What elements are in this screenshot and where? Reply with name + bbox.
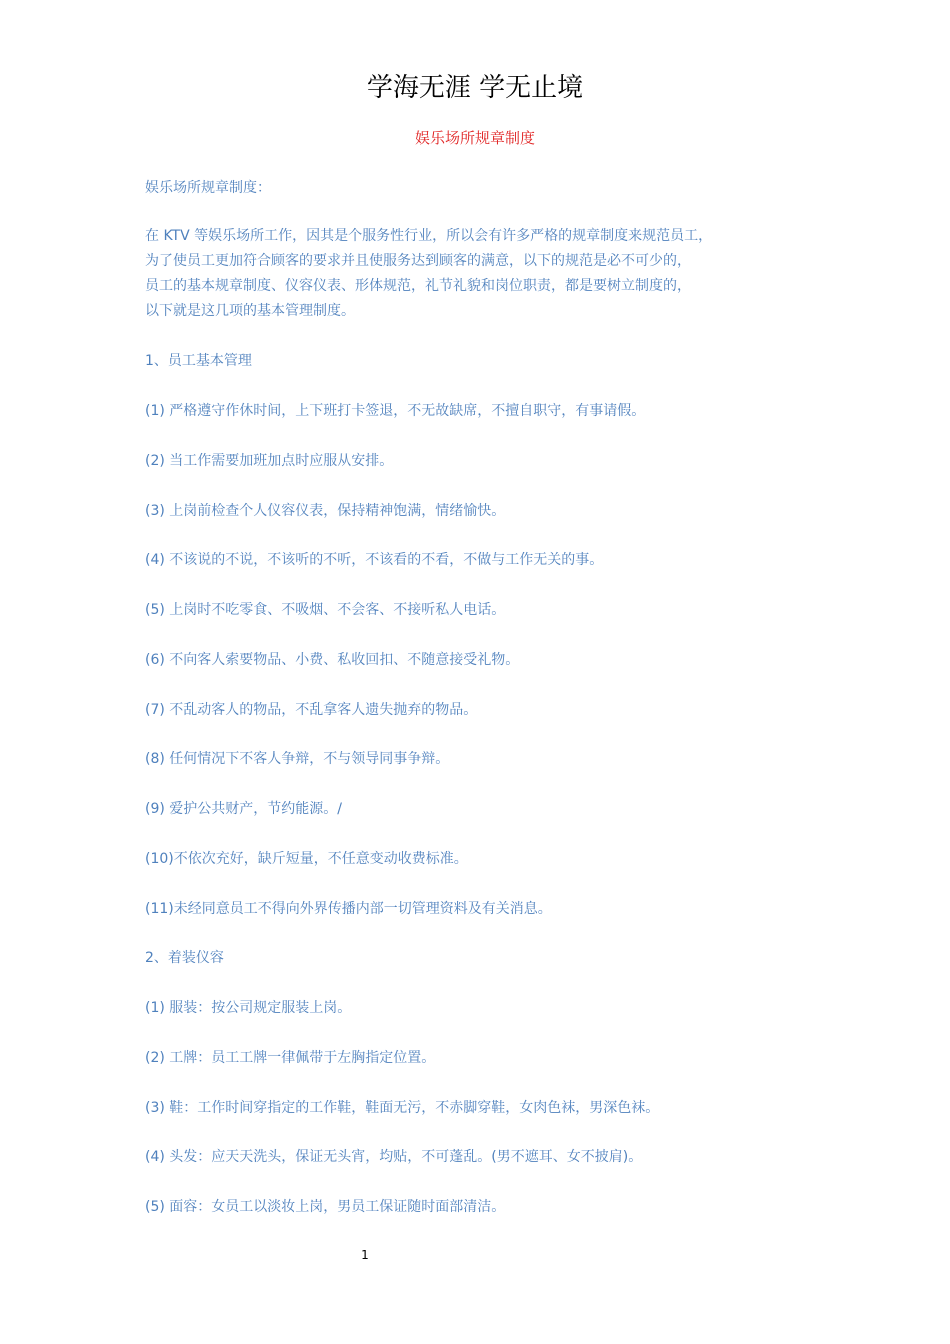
- section-2-item: (2) 工牌：员工工牌一律佩带于左胸指定位置。: [145, 1050, 436, 1066]
- section-1-item: (4) 不该说的不说，不该听的不听，不该看的不看，不做与工作无关的事。: [145, 552, 604, 568]
- document-subtitle: 娱乐场所规章制度：: [145, 180, 271, 196]
- section-1-item: (3) 上岗前检查个人仪容仪表，保持精神饱满，情绪愉快。: [145, 503, 506, 519]
- section-2-item: (4) 头发：应天天洗头，保证无头宵，均贴，不可蓬乱。(男不遮耳、女不披肩)。: [145, 1149, 643, 1165]
- section-1-item: (5) 上岗时不吃零食、不吸烟、不会客、不接听私人电话。: [145, 602, 506, 618]
- page-number: 1: [361, 1248, 369, 1262]
- section-1-item: (1) 严格遵守作休时间，上下班打卡签退，不无故缺席，不擅自职守，有事请假。: [145, 403, 646, 419]
- section-2-item: (1) 服装：按公司规定服装上岗。: [145, 1000, 352, 1016]
- intro-line: 以下就是这几项的基本管理制度。: [145, 303, 355, 319]
- section-1-item: (9) 爱护公共财产，节约能源。/: [145, 801, 342, 817]
- section-1-item: (2) 当工作需要加班加点时应服从安排。: [145, 453, 394, 469]
- intro-line: 为了使员工更加符合顾客的要求并且使服务达到顾客的满意，以下的规范是必不可少的，: [145, 253, 691, 269]
- intro-paragraph: [145, 224, 825, 324]
- section-1-item: (6) 不向客人索要物品、小费、私收回扣、不随意接受礼物。: [145, 652, 520, 668]
- document-title: 娱乐场所规章制度: [414, 129, 535, 147]
- section-1-heading: 1、员工基本管理: [145, 353, 252, 369]
- section-2-heading: 2、着装仪容: [145, 950, 224, 966]
- intro-line: 员工的基本规章制度、仪容仪表、形体规范，礼节礼貌和岗位职责，都是要树立制度的，: [145, 278, 691, 294]
- header-title: 学海无涯 学无止境: [366, 73, 584, 103]
- section-1-item: (10)不依次充好，缺斤短量，不任意变动收费标准。: [145, 851, 468, 867]
- section-1-item: (11)未经同意员工不得向外界传播内部一切管理资料及有关消息。: [145, 901, 552, 917]
- section-1-item: (7) 不乱动客人的物品，不乱拿客人遗失抛弃的物品。: [145, 702, 478, 718]
- intro-line: 在 KTV 等娱乐场所工作，因其是个服务性行业，所以会有许多严格的规章制度来规范员工，: [145, 228, 713, 244]
- section-2-item: (3) 鞋：工作时间穿指定的工作鞋，鞋面无污，不赤脚穿鞋，女肉色袜，男深色袜。: [145, 1100, 660, 1116]
- section-1-item: (8) 任何情况下不客人争辩，不与领导同事争辩。: [145, 751, 450, 767]
- section-2-item: (5) 面容：女员工以淡妆上岗，男员工保证随时面部清洁。: [145, 1199, 506, 1215]
